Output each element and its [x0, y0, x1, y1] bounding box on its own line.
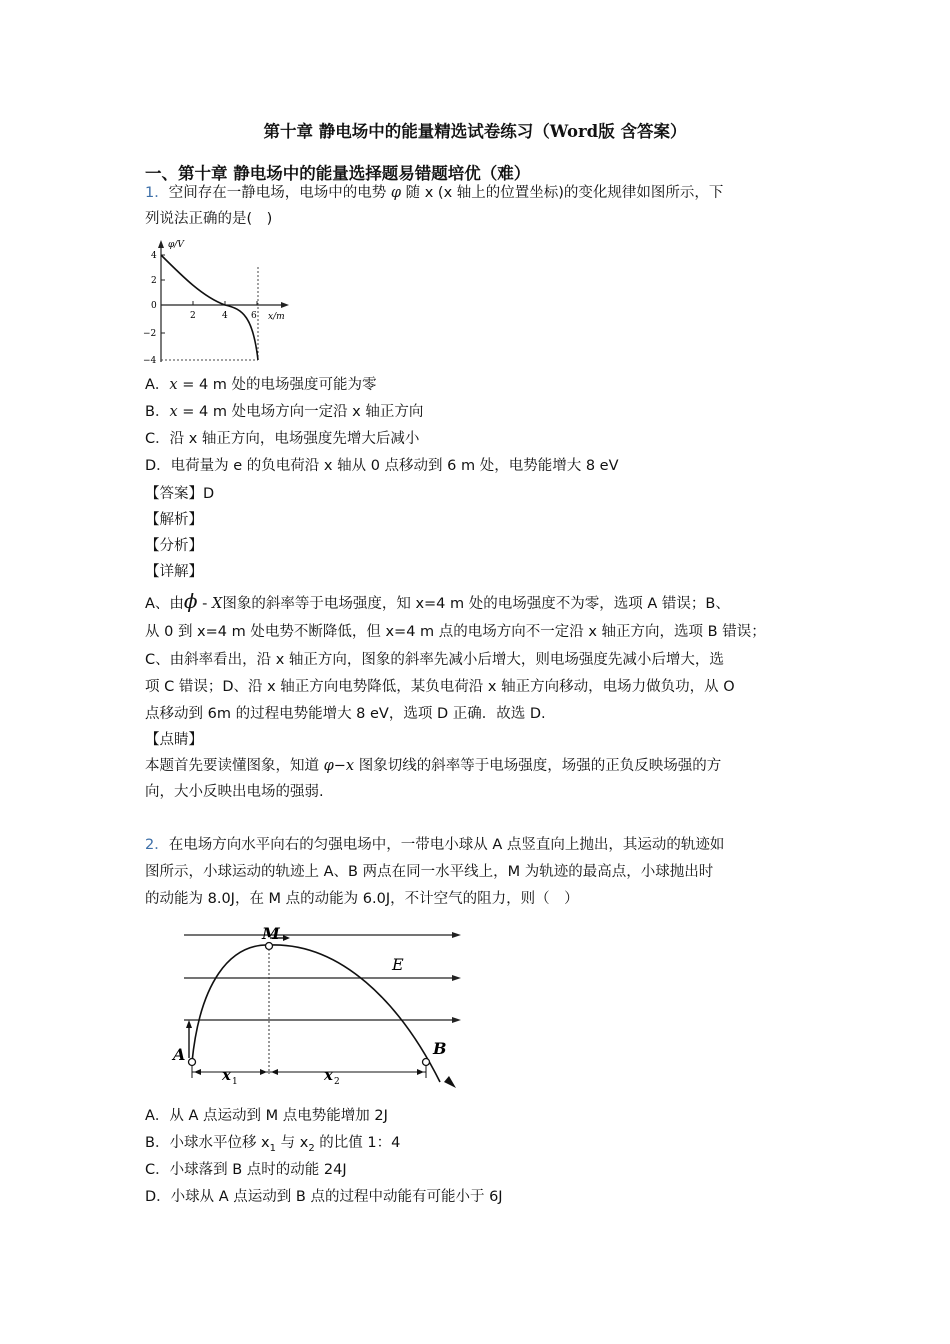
q1-remark-text-b: 图象切线的斜率等于电场强度，场强的正负反映场强的方 — [354, 758, 722, 774]
q1-stem-text-b: 随 x (x 轴上的位置坐标)的变化规律如图所示，下 — [401, 185, 724, 201]
q2-stem-line-3: 的动能为 8.0J，在 M 点的动能为 6.0J，不计空气的阻力，则（ ） — [145, 891, 579, 907]
q1-remark-heading: 【点睛】 — [145, 732, 203, 748]
q1-ex1-X: X — [212, 596, 223, 612]
q2-label-a: A — [173, 1045, 186, 1064]
q1-stem-phi: φ — [390, 185, 401, 201]
q1-answer: 【答案】D — [145, 486, 215, 502]
q2-point-m — [266, 943, 273, 950]
q1-remark-line-2: 向，大小反映出电场的强弱. — [145, 784, 324, 800]
q2-dim-arrow-3-icon — [271, 1069, 278, 1075]
q1-explanation-line-5: 点移动到 6m 的过程电势能增大 8 eV，选项 D 正确．故选 D. — [145, 706, 546, 722]
q2-point-a — [189, 1059, 196, 1066]
q2-label-e: E — [392, 955, 404, 974]
q2-m-velocity-icon — [283, 935, 290, 941]
q1-y-arrow-icon — [158, 240, 164, 248]
q2-option-b-sub-1: 1 — [269, 1142, 277, 1154]
q2-option-b-text-b: 与 x — [276, 1135, 309, 1151]
q1-ex1-text-a: A、由 — [145, 596, 184, 612]
q2-option-a: A．从 A 点运动到 M 点电势能增加 2J — [145, 1108, 388, 1124]
q1-option-b-text: = 4 m 处电场方向一定沿 x 轴正方向 — [177, 404, 424, 420]
q2-option-c: C．小球落到 B 点时的动能 24J — [145, 1162, 347, 1178]
q1-stem-line-1 — [145, 183, 723, 203]
q1-number: 1． — [145, 185, 169, 201]
q1-remark-text-a: 本题首先要读懂图象，知道 — [145, 758, 324, 774]
q1-detail-heading: 【详解】 — [145, 564, 203, 580]
q1-analysis-heading: 【解析】 — [145, 512, 203, 528]
q1-stem-line-2: 列说法正确的是( ) — [145, 211, 273, 227]
q2-label-x2-sub: 2 — [334, 1077, 340, 1087]
section-heading: 一、第十章 静电场中的能量选择题易错题培优（难） — [145, 164, 531, 183]
q2-option-d: D．小球从 A 点运动到 B 点的过程中动能有可能小于 6J — [145, 1189, 503, 1205]
q1-option-b-var: x — [169, 404, 178, 420]
q1-ytick-label-0: 0 — [151, 301, 157, 311]
q1-explanation-line-3: C、由斜率看出，沿 x 轴正方向，图象的斜率先减小后增大，则电场强度先减小后增大，选 — [145, 652, 724, 668]
q1-xtick-label-2: 2 — [190, 311, 196, 321]
q1-option-a — [145, 375, 377, 395]
q1-option-a-var: x — [169, 377, 178, 393]
q2-point-b — [423, 1059, 430, 1066]
q1-xtick-label-6: 6 — [251, 311, 257, 321]
q1-ex1-text-b: 图象的斜率等于电场强度，知 x=4 m 处的电场强度不为零，选项 A 错误；B、 — [222, 596, 730, 612]
q1-ytick-label-m4: −4 — [143, 356, 157, 366]
q2-trajectory-figure — [170, 922, 470, 1092]
q1-option-a-letter: A． — [145, 377, 170, 393]
q2-option-b-text-a: B．小球水平位移 x — [145, 1135, 270, 1151]
q2-stem-text-1: 在电场方向水平向右的匀强电场中，一带电小球从 A 点竖直向上抛出，其运动的轨迹如 — [168, 837, 725, 853]
q2-dim-arrow-4-icon — [417, 1069, 424, 1075]
q1-option-b — [145, 402, 423, 422]
q2-trajectory-arrow-icon — [444, 1076, 456, 1088]
q1-remark-phix: φ−x — [323, 758, 355, 774]
q1-stem-text-a: 空间存在一静电场，电场中的电势 — [168, 185, 391, 201]
q2-field-arrow-1-icon — [452, 932, 461, 938]
q2-stem-line-2: 图所示，小球运动的轨迹上 A、B 两点在同一水平线上，M 为轨迹的最高点，小球抛出时 — [145, 864, 714, 880]
q1-ytick-label-4: 4 — [151, 251, 157, 261]
q1-explanation-line-4: 项 C 错误；D、沿 x 轴正方向电势降低，某负电荷沿 x 轴正方向移动，电场力做负功，从 O — [145, 679, 735, 695]
q1-explanation-line-2: 从 0 到 x=4 m 处电势不断降低，但 x=4 m 点的电场方向不一定沿 x 轴正方向，选项 B 错误； — [145, 624, 766, 640]
q1-option-c: C．沿 x 轴正方向，电场强度先增大后减小 — [145, 431, 420, 447]
document-title: 第十章 静电场中的能量精选试卷练习（Word版 含答案） — [263, 122, 687, 141]
q2-label-b: B — [433, 1039, 447, 1058]
q1-xtick-label-4: 4 — [222, 311, 228, 321]
q2-dim-arrow-1-icon — [194, 1069, 201, 1075]
q1-x-arrow-icon — [281, 302, 289, 308]
q2-field-arrow-3-icon — [452, 1017, 461, 1023]
q1-explanation-line-1 — [145, 591, 730, 614]
q1-option-a-text: = 4 m 处的电场强度可能为零 — [177, 377, 377, 393]
q2-option-b-sub-2: 2 — [308, 1142, 315, 1154]
q1-ytick-label-m2: −2 — [143, 329, 157, 339]
q2-stem-line-1 — [145, 835, 724, 855]
q2-label-m: M — [262, 924, 280, 943]
q2-label-x1: x — [222, 1066, 231, 1084]
q1-option-d: D．电荷量为 e 的负电荷沿 x 轴从 0 点移动到 6 m 处，电势能增大 8 eV — [145, 458, 619, 474]
q1-remark-line-1 — [145, 756, 721, 776]
q1-x-label: x/m — [268, 312, 285, 322]
q2-number: 2． — [145, 837, 169, 853]
q2-option-b-text-c: 的比值 1：4 — [314, 1135, 401, 1151]
q2-label-x1-sub: 1 — [232, 1077, 238, 1087]
q2-dim-arrow-2-icon — [260, 1069, 267, 1075]
q2-field-arrow-2-icon — [452, 975, 461, 981]
q1-option-b-letter: B． — [145, 404, 170, 420]
q1-fenxi-heading: 【分析】 — [145, 538, 203, 554]
q2-label-x2: x — [324, 1066, 333, 1084]
q1-ex1-phi: ϕ — [183, 589, 198, 613]
q1-ex1-dash: - — [197, 596, 213, 612]
q1-potential-curve — [161, 255, 258, 360]
q1-ytick-label-2: 2 — [151, 276, 157, 286]
q1-y-label: φ/V — [168, 240, 184, 250]
q2-option-b — [145, 1133, 400, 1159]
q1-potential-graph — [143, 237, 295, 367]
q2-velocity-arrow-icon — [186, 1020, 192, 1028]
